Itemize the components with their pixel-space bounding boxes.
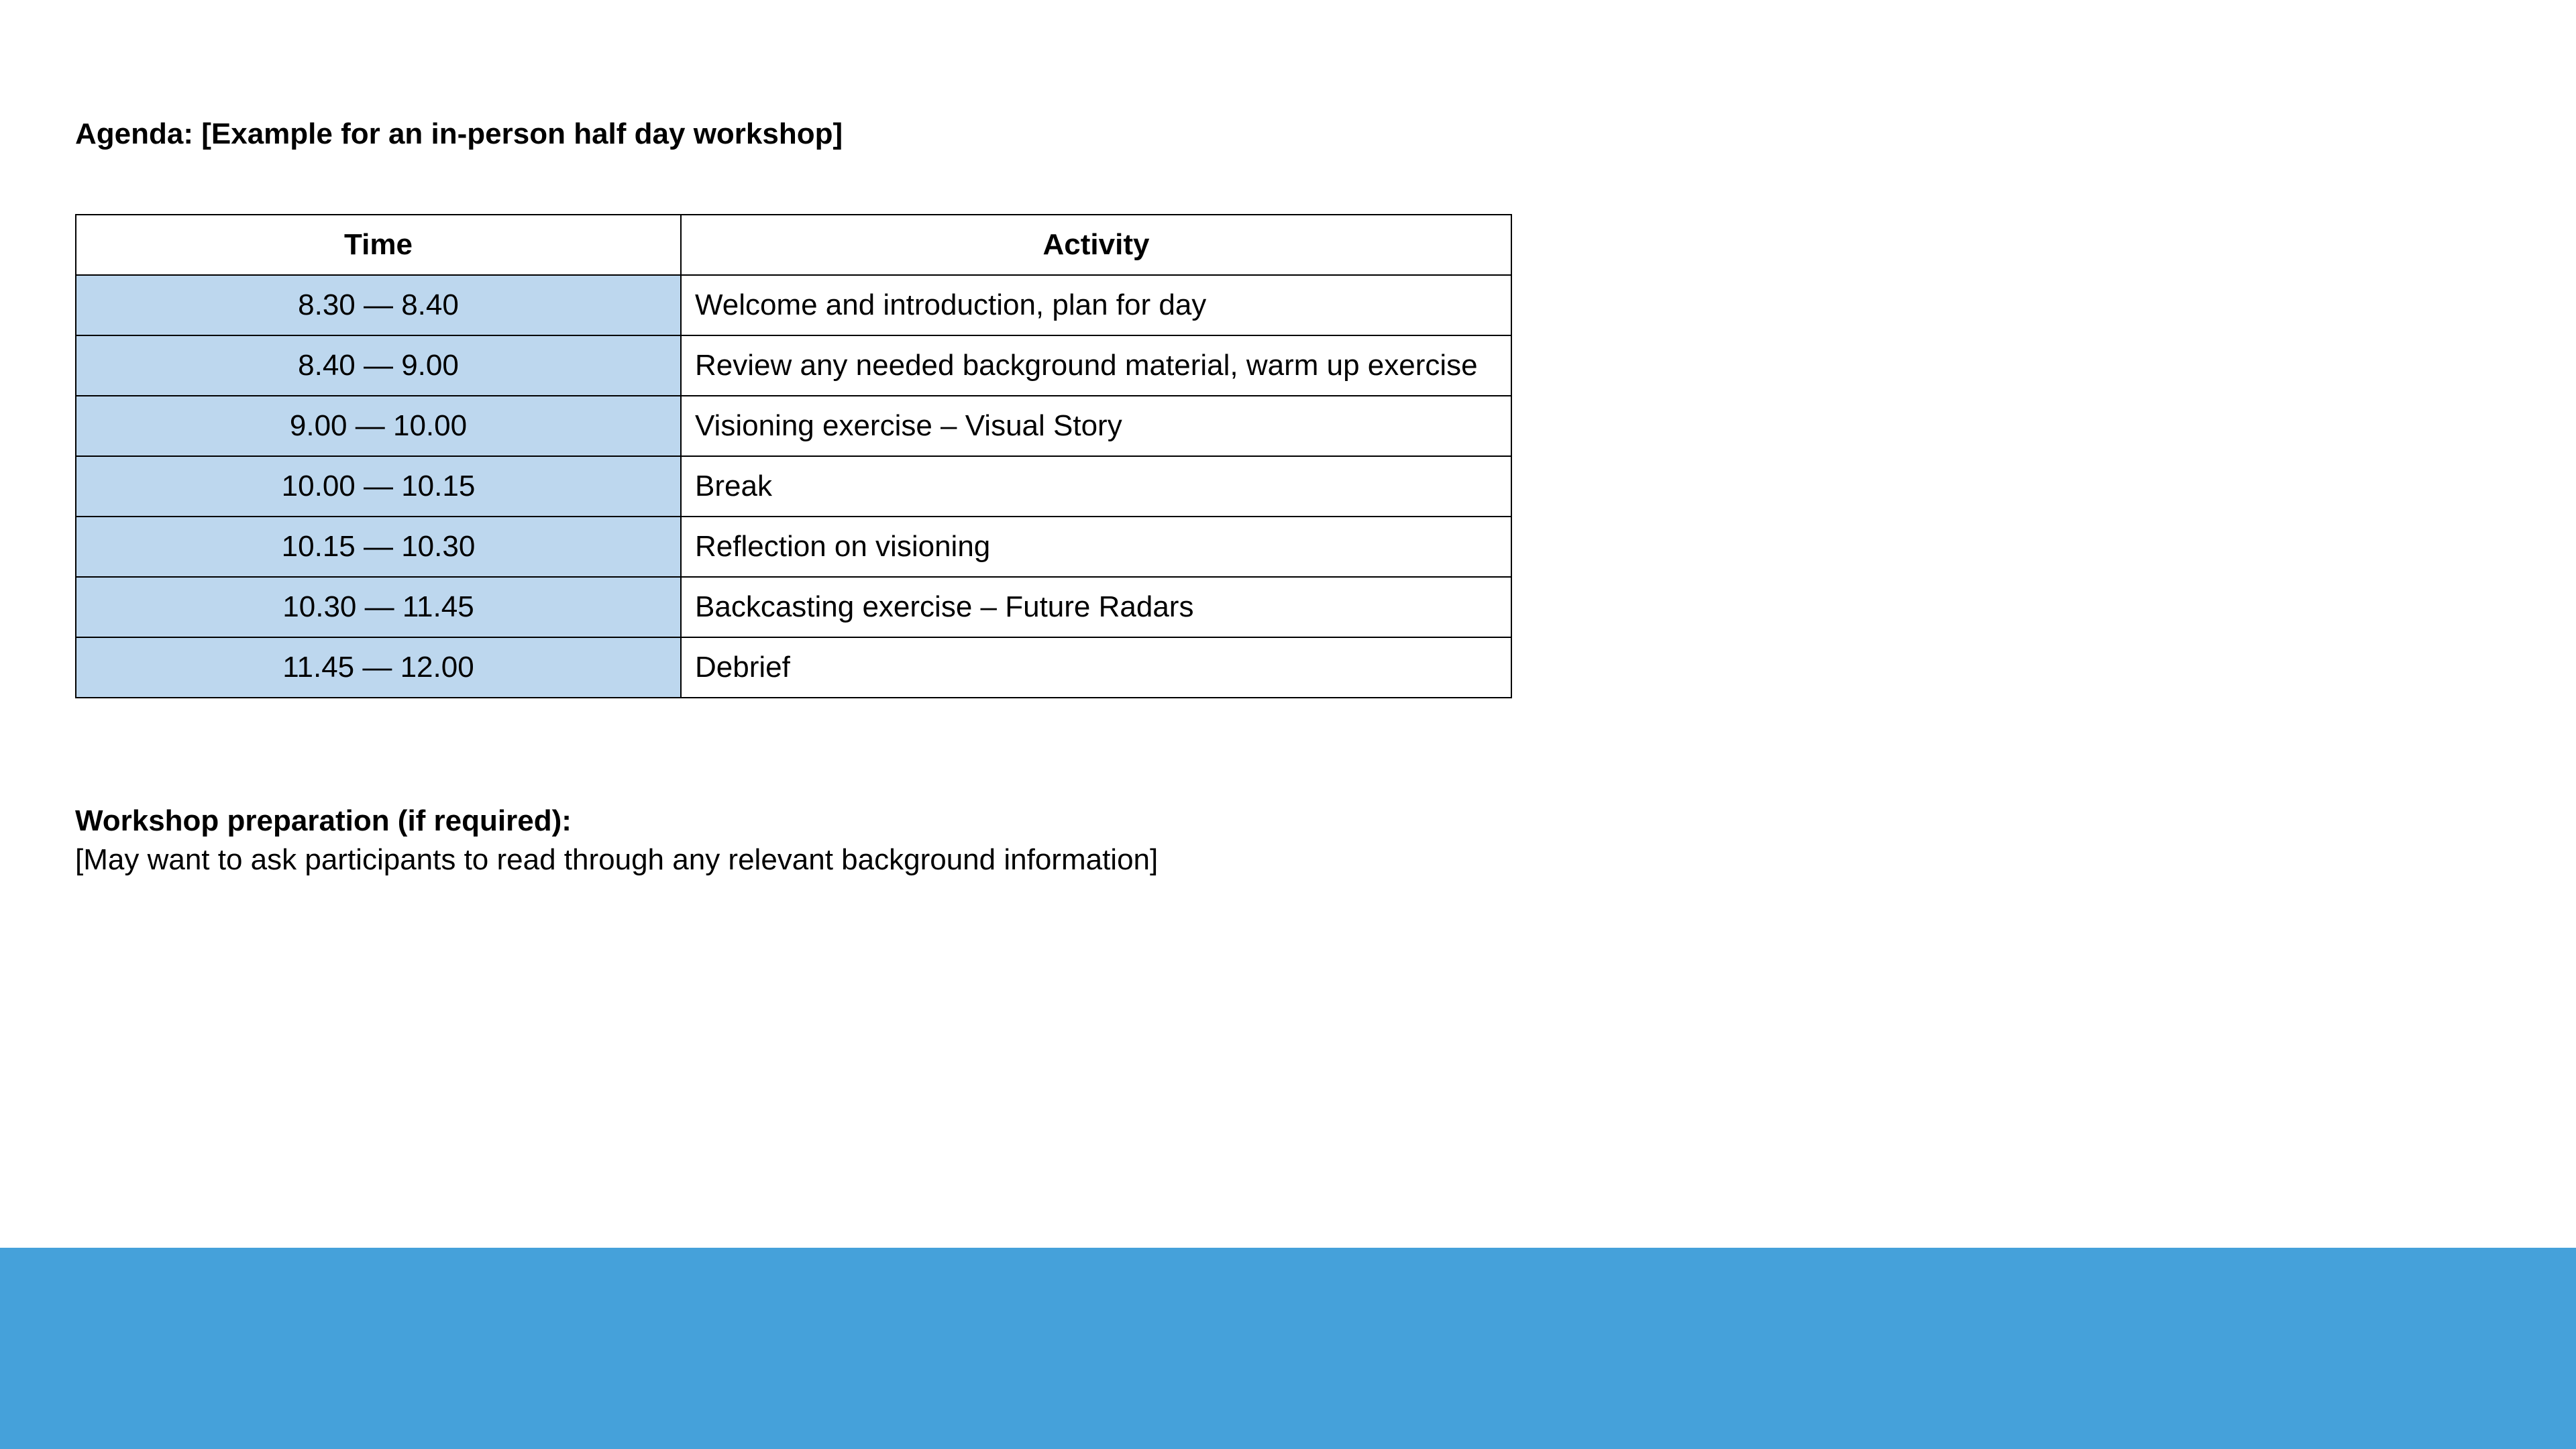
activity-cell: Review any needed background material, warm up exercise bbox=[681, 335, 1511, 396]
time-cell: 10.30 — 11.45 bbox=[76, 577, 681, 637]
activity-cell: Backcasting exercise – Future Radars bbox=[681, 577, 1511, 637]
time-cell: 10.15 — 10.30 bbox=[76, 517, 681, 577]
table-row bbox=[76, 396, 1511, 456]
activity-cell: Visioning exercise – Visual Story bbox=[681, 396, 1511, 456]
table-row bbox=[76, 577, 1511, 637]
preparation-body: [May want to ask participants to read through any relevant background information] bbox=[75, 843, 1159, 876]
table-row bbox=[76, 275, 1511, 335]
table-header-row bbox=[76, 215, 1511, 275]
activity-cell: Welcome and introduction, plan for day bbox=[681, 275, 1511, 335]
preparation-heading: Workshop preparation (if required): bbox=[75, 804, 572, 837]
activity-cell: Debrief bbox=[681, 637, 1511, 698]
activity-cell: Reflection on visioning bbox=[681, 517, 1511, 577]
time-cell: 11.45 — 12.00 bbox=[76, 637, 681, 698]
agenda-heading: Agenda: [Example for an in-person half day workshop] bbox=[75, 117, 843, 150]
table-row bbox=[76, 335, 1511, 396]
column-header-time: Time bbox=[76, 215, 681, 275]
table-row bbox=[76, 517, 1511, 577]
time-cell: 8.40 — 9.00 bbox=[76, 335, 681, 396]
footer-band bbox=[0, 1248, 2576, 1449]
time-cell: 10.00 — 10.15 bbox=[76, 456, 681, 517]
table-row bbox=[76, 637, 1511, 698]
agenda-table bbox=[75, 214, 1512, 698]
time-cell: 8.30 — 8.40 bbox=[76, 275, 681, 335]
time-cell: 9.00 — 10.00 bbox=[76, 396, 681, 456]
table-row bbox=[76, 456, 1511, 517]
activity-cell: Break bbox=[681, 456, 1511, 517]
column-header-activity: Activity bbox=[681, 215, 1511, 275]
